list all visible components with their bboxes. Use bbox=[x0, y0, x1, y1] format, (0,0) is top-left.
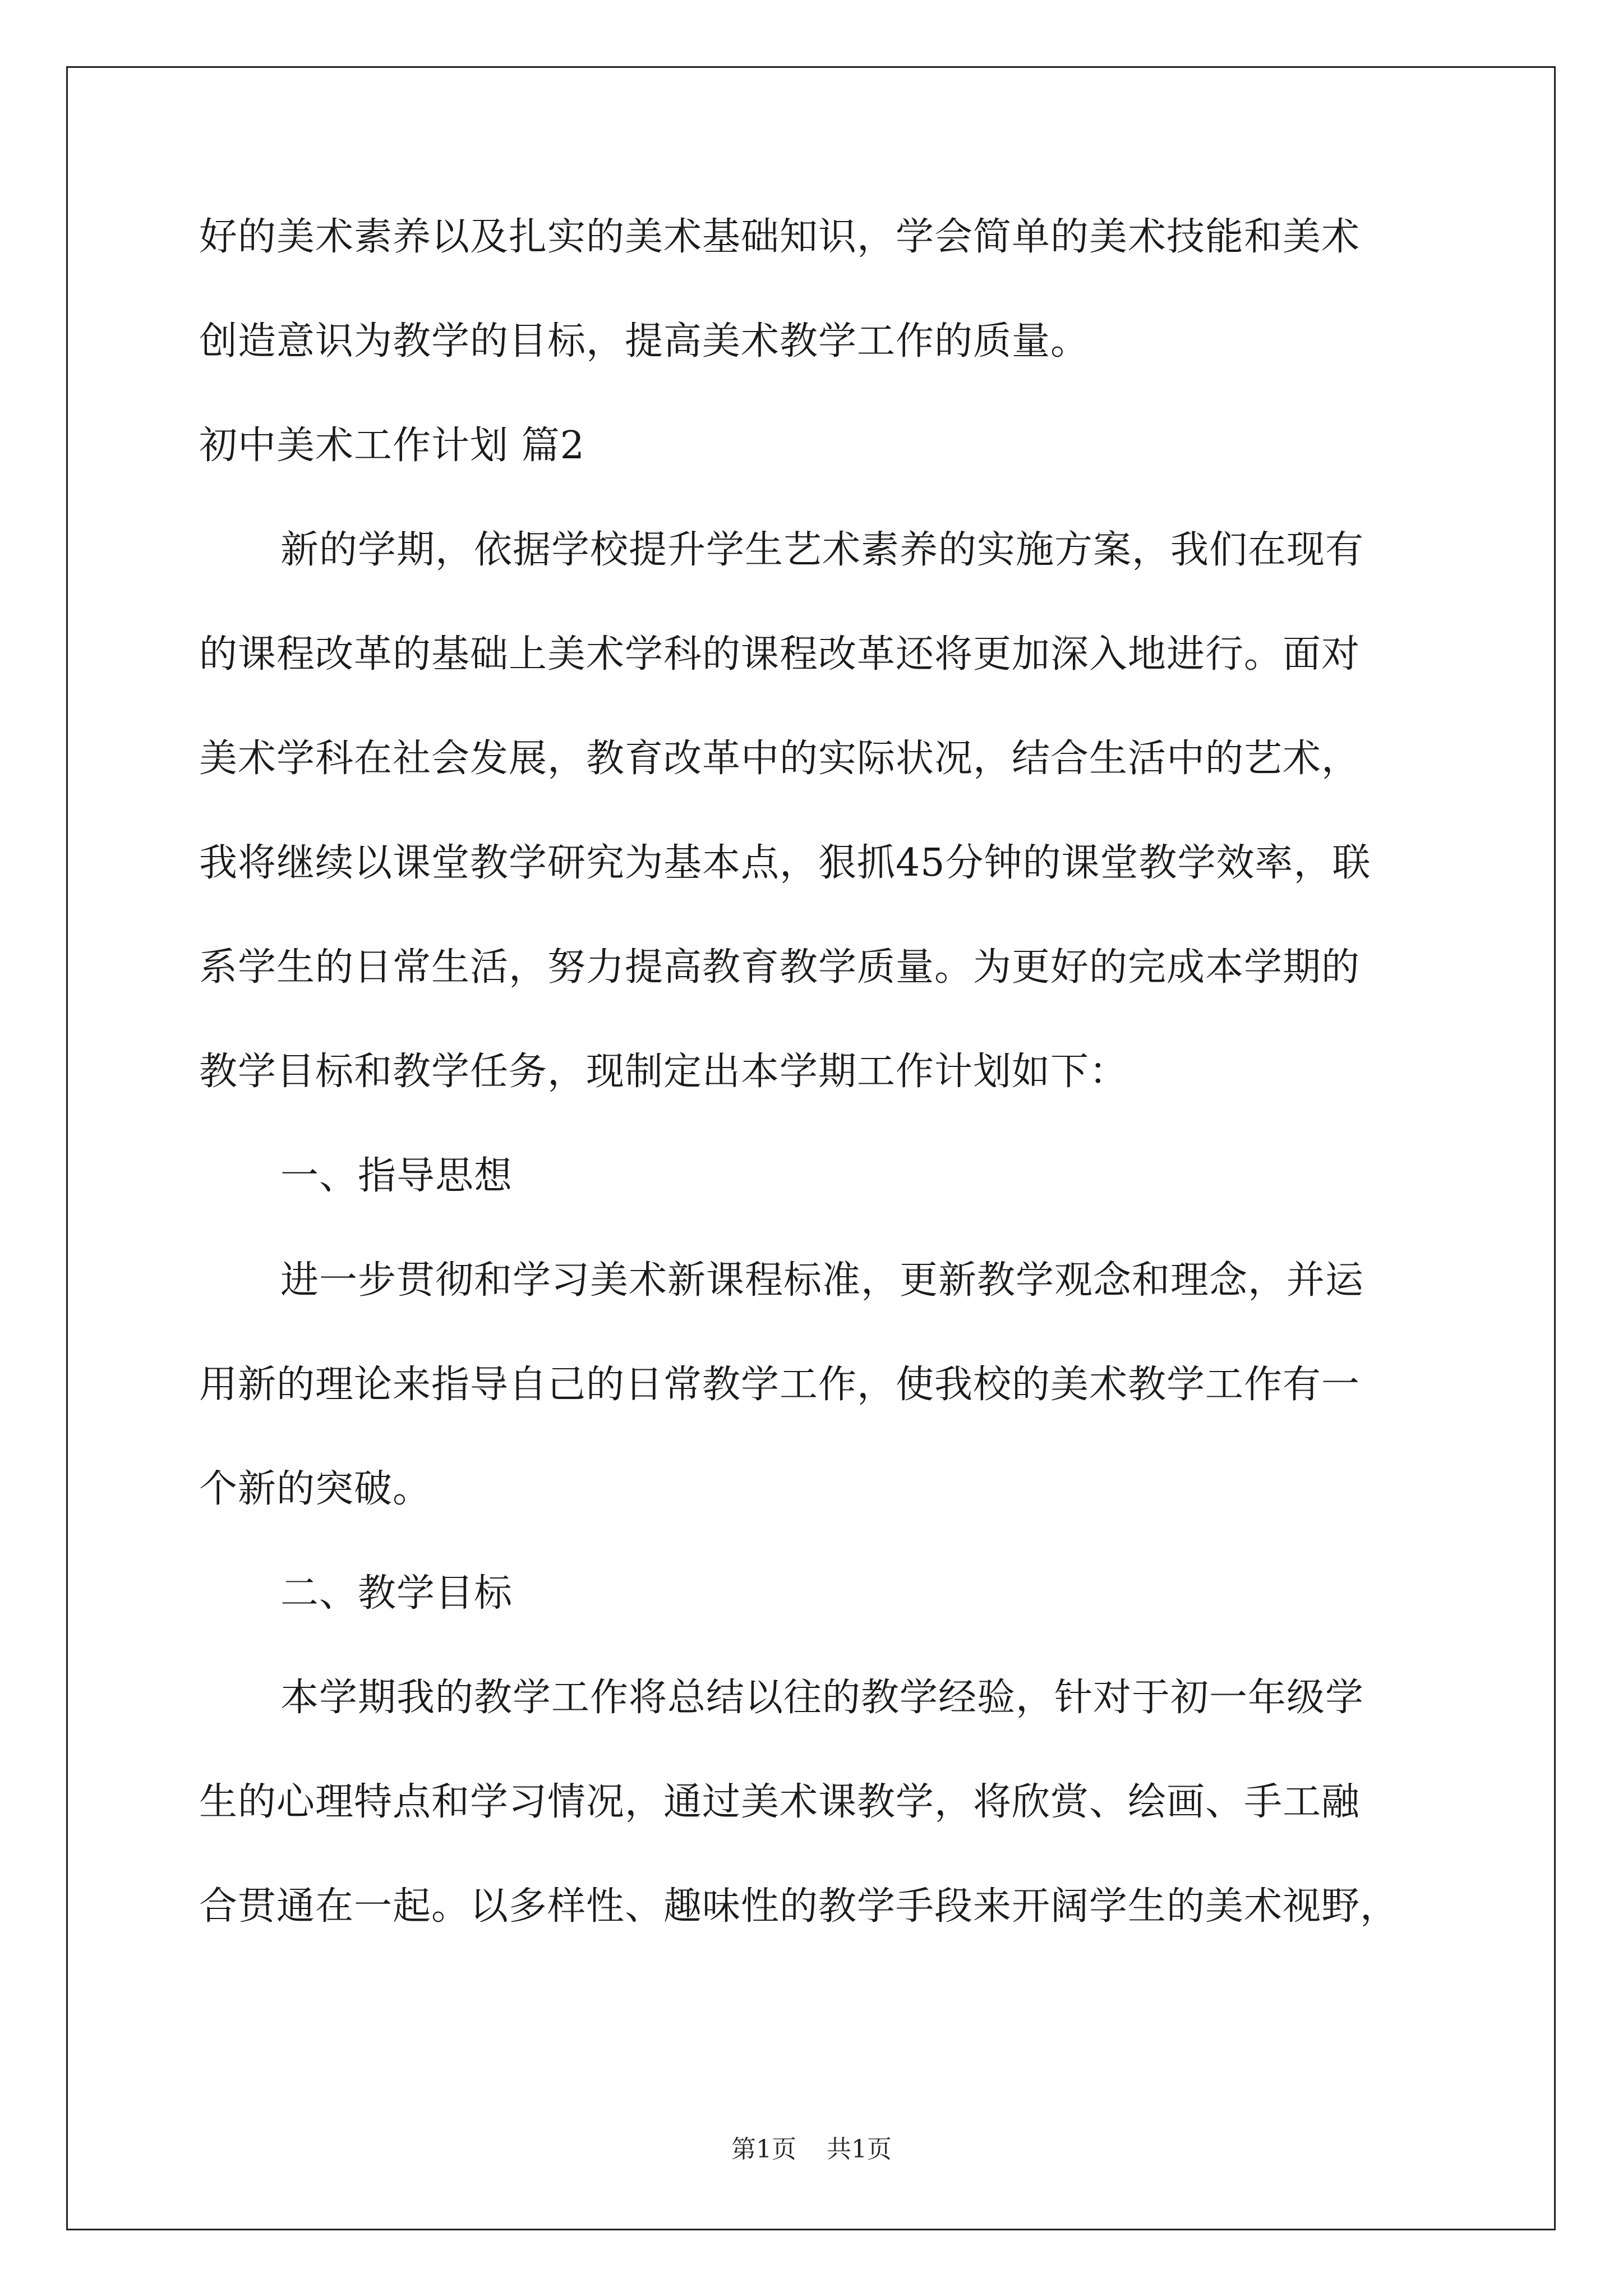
text-line: 本学期我的教学工作将总结以往的教学经验，针对于初一年级学 bbox=[280, 1676, 1364, 1720]
page-number: 第1页 bbox=[731, 2135, 796, 2164]
page-total: 共1页 bbox=[827, 2135, 892, 2164]
text-line: 初中美术工作计划 篇2 bbox=[199, 424, 585, 468]
text-line: 一、指导思想 bbox=[280, 1154, 513, 1198]
text-line: 二、教学目标 bbox=[280, 1571, 513, 1616]
text-line: 我将继续以课堂教学研究为基本点，狠抓45分钟的课堂教学效率，联 bbox=[199, 841, 1371, 885]
text-line: 个新的突破。 bbox=[199, 1467, 432, 1511]
text-line: 美术学科在社会发展，教育改革中的实际状况，结合生活中的艺术， bbox=[199, 737, 1361, 781]
text-line: 合贯通在一起。以多样性、趣味性的教学手段来开阔学生的美术视野， bbox=[199, 1884, 1399, 1929]
text-line: 创造意识为教学的目标，提高美术教学工作的质量。 bbox=[199, 319, 1090, 364]
text-line: 生的心理特点和学习情况，通过美术课教学，将欣赏、绘画、手工融 bbox=[199, 1780, 1361, 1824]
document-body bbox=[199, 185, 1433, 1959]
text-line: 进一步贯彻和学习美术新课程标准，更新教学观念和理念，并运 bbox=[280, 1258, 1364, 1303]
text-line: 的课程改革的基础上美术学科的课程改革还将更加深入地进行。面对 bbox=[199, 632, 1361, 677]
text-line: 系学生的日常生活，努力提高教育教学质量。为更好的完成本学期的 bbox=[199, 945, 1361, 990]
text-line: 教学目标和教学任务，现制定出本学期工作计划如下： bbox=[199, 1050, 1128, 1094]
text-line: 新的学期，依据学校提升学生艺术素养的实施方案，我们在现有 bbox=[280, 528, 1364, 572]
text-line: 好的美术素养以及扎实的美术基础知识，学会简单的美术技能和美术 bbox=[199, 215, 1361, 259]
text-line: 用新的理论来指导自己的日常教学工作，使我校的美术教学工作有一 bbox=[199, 1363, 1361, 1407]
page-footer bbox=[0, 2129, 1623, 2165]
